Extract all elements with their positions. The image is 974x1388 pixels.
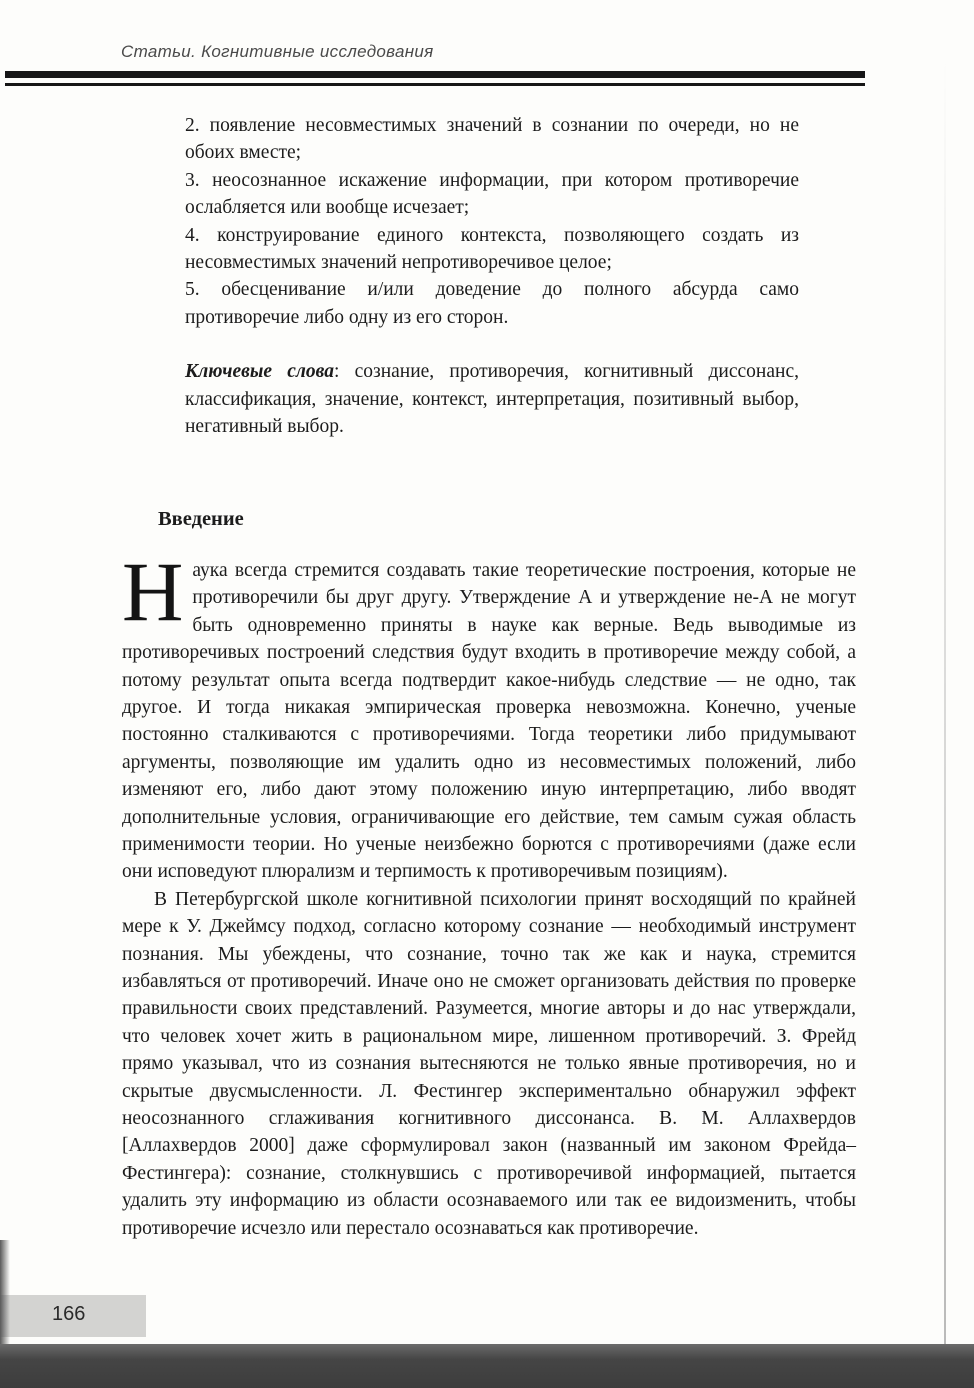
scan-edge-left [0, 1240, 10, 1344]
page-number: 166 [52, 1303, 86, 1325]
scan-edge-bottom [0, 1344, 974, 1388]
list-item: 3. неосознанное искажение информации, при котором противоречие ослабляется или вообще исчезает; [185, 169, 799, 219]
abstract-block [185, 112, 799, 440]
text-column [122, 112, 856, 1242]
paragraph: В Петербургской школе когнитивной психологии принят восходящий по крайней мере к У. Джеймсу подход, согласно которому сознание — необходимый инструмент познания. Мы убеждены, что сознание, точно так же как и наука, стремится избавляться от противоречий. Иначе оно не сможет организовать действия по проверке правильности своих представлений. Разумеется, многие авторы и до нас утверждали, что человек хочет жить в рациональном мире, лишенном противоречий. З. Фрейд прямо указывал, что из сознания вытесняются не только явные противоречия, но и скрытые двусмысленности. Л. Фестингер экспериментально обнаружил эффект неосознанного сглаживания когнитивного диссонанса. В. М. Аллахвердов [Аллахвердов 2000] даже сформулировал закон (названный им законом Фрейда–Фестингера): сознание, столкнувшись с противоречивой информацией, пытается удалить эту информацию из области осознаваемого или так ее видоизменить, чтобы противоречие исчезло или перестало осознаваться как противоречие. [122, 888, 856, 1239]
paragraph [122, 544, 856, 886]
header-rule-thick [5, 71, 865, 78]
paragraph-text: аука всегда стремится создавать такие теоретические построения, которые не противоречили бы друг другу. Утверждение А и утверждение не-А не могут быть одновременно приняты в науке как верные. Ведь выводимые из противоречивых построений следствия будут входить в противоречие между собой, а потому результат опыта всегда подтвердит какое-нибудь следствие — не одно, так другое. И тогда никакая эмпирическая проверка невозможна. Конечно, ученые постоянно сталкиваются с противоречиями. Тогда теоретики либо придумывают аргументы, позволяющие им удалить одно из несовместимых положений, либо изменяют его, либо дают этому положению иную интерпретацию, либо вводят дополнительные условия, ограничивающие его действие, тем самым сужая область применимости теории. Но ученые неизбежно борются с противоречиями (даже если они исповедуют плюрализм и терпимость к противоречивым позициям). [122, 559, 856, 883]
running-header-title: Статьи. Когнитивные исследования [121, 42, 434, 61]
list-item: 4. конструирование единого контекста, позволяющего создать из несовместимых значений непротиворечивое целое; [185, 224, 799, 274]
keywords-paragraph [185, 358, 799, 440]
list-item: 2. появление несовместимых значений в сознании по очереди, но не обоих вместе; [185, 115, 799, 164]
list-item: 5. обесценивание и/или доведение до полного абсурда само противоречие либо одну из его сторон. [185, 279, 799, 328]
dropcap-letter: Н [122, 544, 184, 639]
scan-edge-right [944, 60, 946, 1344]
keywords-text: : сознание, противоречия, когнитивный диссонанс, классификация, значение, контекст, интерпретация, позитивный выбор, негативный выбор. [185, 361, 799, 438]
keywords-label: Ключевые слова [185, 361, 334, 383]
section-heading-introduction: Введение [158, 508, 244, 531]
header-rule-thin [5, 83, 865, 86]
page-number-box [0, 1295, 146, 1337]
